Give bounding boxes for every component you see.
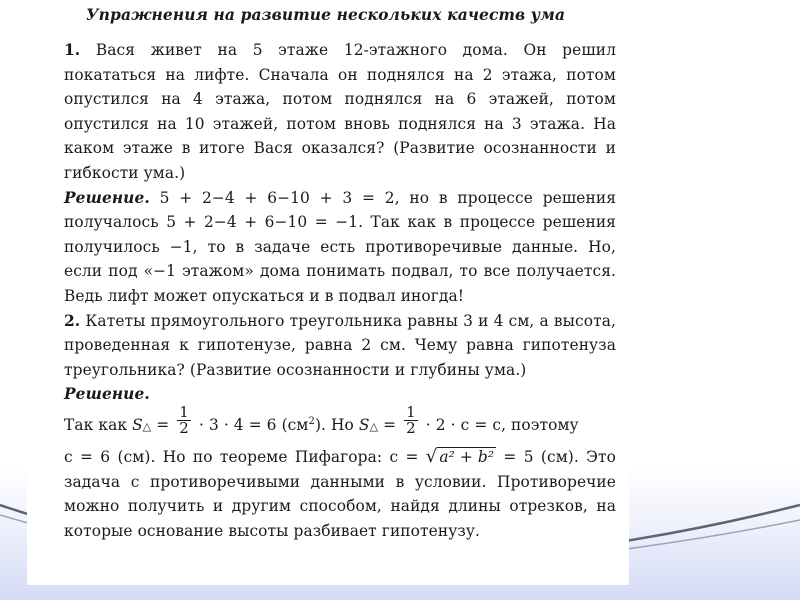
square-exponent: 2 (308, 415, 315, 427)
fraction-one-half-1 (177, 405, 191, 436)
problem-1-text: Вася живет на 5 этаже 12-этажного дома. Он решил покататься на лифте. Сначала он поднялся на 2 этажа, потом опустился на 4 этажа, потом поднялся на 6 этажей, потом опустился на 10 этажей, потом вновь поднялся на 3 этажа. На каком этаже в итоге Вася оказался? (Развитие осознанности и гибкости ума.) (64, 41, 616, 182)
radical-sign-icon: √ (425, 445, 438, 467)
square-root (426, 445, 496, 470)
problem-2-number: 2. (64, 311, 81, 330)
problem-1-number: 1. (64, 41, 81, 59)
solution-1-label: Решение. (64, 188, 150, 207)
solution-1-text: 5 + 2−4 + 6−10 + 3 = 2, но в процессе решения получалось 5 + 2−4 + 6−10 = −1. Так как в процессе решения получилось −1, то в задаче есть противоречивые данные. Но, если под «−1 этажом» дома понимать подвал, то все получается. Ведь лифт может опускаться и в подвал иногда! (64, 188, 617, 305)
problem-2-text: Катеты прямоугольного треугольника равны 3 и 4 см, а высота, проведенная к гипотенузе, равна 2 см. Чему равна гипотенуза треугольника? (Развитие осознанности и глубины ума.) (64, 311, 616, 379)
equals-sign-2: = (383, 415, 397, 434)
triangle-subscript-1: △ (142, 419, 152, 433)
solution-2-label-line (64, 382, 616, 407)
fraction-denominator-1: 2 (179, 419, 189, 438)
problem-1 (64, 38, 616, 186)
area-symbol-1: S (132, 415, 143, 434)
pythagoras-line-start: c = 6 (см). Но по теореме Пифагора: c = (64, 447, 419, 466)
formula-1-rest: · 3 · 4 = 6 (см (198, 415, 309, 434)
solution-2-conclusion (64, 445, 616, 543)
fraction-one-half-2 (404, 405, 418, 436)
equals-sign-1: = (156, 415, 170, 434)
problem-1-solution (64, 186, 616, 309)
page-title: Упражнения на развитие нескольких качеств ума (86, 5, 566, 24)
formula-1-end: ). Но (314, 415, 354, 434)
pythagoras-line-end: = 5 (см). Это задача с противоречивыми данными в условии. Противоречие можно получить и другим способом, найдя длины отрезков, на которые основание высоты разбивает гипотенузу. (64, 447, 616, 540)
problem-2 (64, 309, 616, 383)
sqrt-radicand: a² + b² (439, 447, 495, 466)
solution-2-label: Решение. (64, 385, 150, 404)
formula-2-rest: · 2 · c = c, поэтому (425, 415, 579, 434)
document-page (27, 0, 629, 585)
formula-prefix: Так как (64, 415, 128, 434)
fraction-denominator-2: 2 (406, 419, 416, 438)
fraction-numerator-2: 1 (406, 403, 416, 422)
solution-2-formula-line (64, 403, 616, 445)
fraction-numerator-1: 1 (179, 403, 189, 422)
area-symbol-2: S (358, 415, 370, 434)
triangle-subscript-2: △ (369, 419, 379, 433)
